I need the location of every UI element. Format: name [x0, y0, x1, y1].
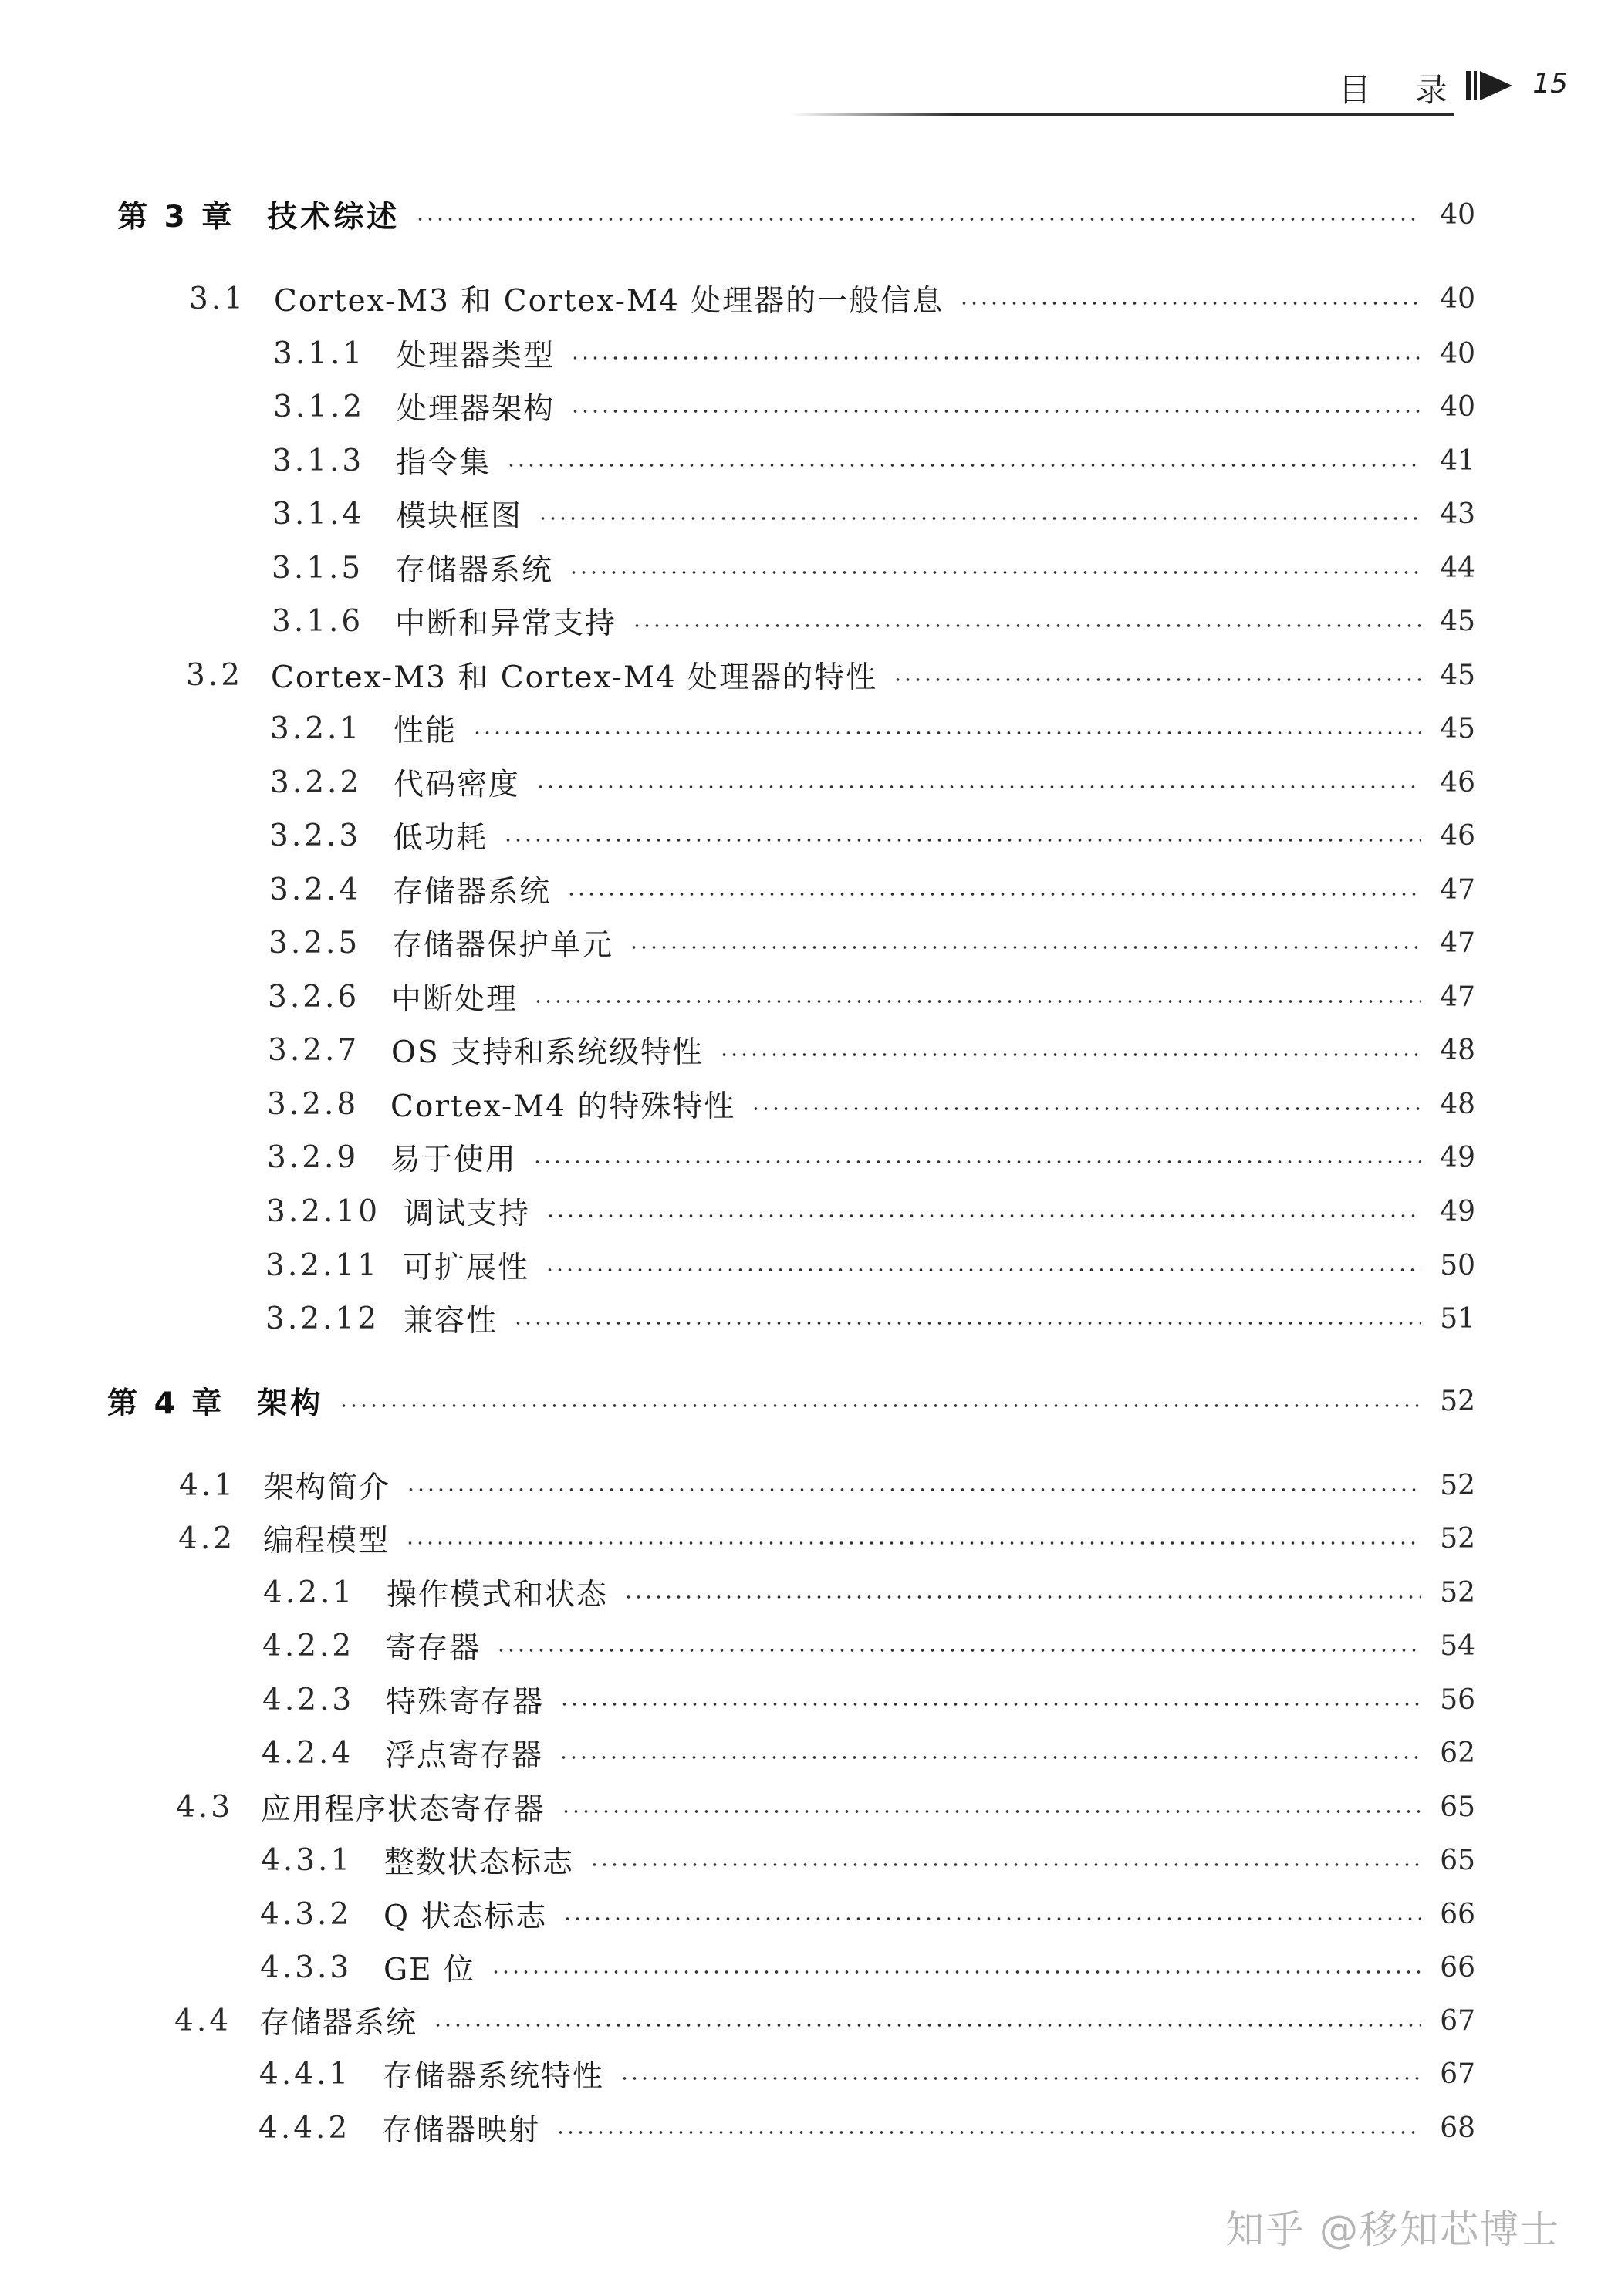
toc-entry [260, 1891, 1475, 1937]
toc-entry-title: 兼容性 [403, 1304, 498, 1339]
toc-entry-number: 第 4 章 [107, 1386, 225, 1421]
toc-entry-number: 4.4 [174, 2003, 232, 2038]
toc-entry-number: 4.2.3 [262, 1682, 355, 1717]
toc-entry-title: Cortex-M3 和 Cortex-M4 处理器的特性 [271, 660, 878, 695]
toc-entry-title: Q 状态标志 [383, 1899, 548, 1934]
running-header-title: 目 录 [1338, 71, 1464, 109]
toc-entry [273, 330, 1475, 376]
toc-entry-page: 40 [1440, 337, 1475, 370]
toc-entry-number: 3.2.11 [265, 1248, 380, 1283]
toc-entry-title: 调试支持 [404, 1197, 531, 1231]
toc-entry [266, 1188, 1475, 1234]
toc-dot-leader [339, 1404, 1421, 1407]
toc-entry-title: 特殊寄存器 [386, 1685, 545, 1720]
toc-dot-leader [561, 1810, 1421, 1813]
toc-entry-title: 浮点寄存器 [385, 1738, 544, 1773]
toc-entry-number: 4.2.4 [262, 1735, 354, 1771]
toc-entry-number: 3.2 [186, 657, 244, 693]
toc-dot-leader [559, 1756, 1421, 1759]
toc-entry [263, 1569, 1475, 1616]
toc-entry-title: 处理器架构 [397, 392, 556, 427]
toc-entry [179, 1462, 1475, 1508]
toc-entry-number: 4.3.1 [261, 1842, 353, 1878]
toc-entry-number: 4.2.1 [263, 1575, 356, 1610]
toc-entry-title: 操作模式和状态 [387, 1578, 609, 1612]
toc-entry-number: 3.1.3 [272, 443, 365, 478]
toc-entry-page: 54 [1440, 1629, 1475, 1662]
toc-entry-title: 整数状态标志 [384, 1845, 575, 1880]
toc-entry-number: 3.2.7 [268, 1032, 360, 1068]
toc-entry-number: 3.2.8 [267, 1086, 360, 1122]
toc-entry-page: 41 [1440, 444, 1475, 477]
toc-entry-title: 架构 [257, 1386, 324, 1421]
toc-entry-title: 编程模型 [263, 1524, 390, 1558]
toc-dot-leader [719, 1053, 1421, 1056]
toc-entry [272, 545, 1475, 591]
toc-entry-page: 52 [1440, 1385, 1475, 1417]
toc-entry-page: 47 [1440, 873, 1475, 906]
toc-entry-title: 低功耗 [393, 821, 488, 856]
toc-dot-leader [491, 1970, 1421, 1974]
toc-dot-leader [632, 624, 1421, 627]
toc-entry-number: 3.2.2 [270, 765, 363, 800]
toc-entry [186, 652, 1475, 698]
toc-dot-leader [496, 1649, 1421, 1652]
toc-entry-page: 62 [1440, 1737, 1475, 1769]
toc-dot-leader [893, 678, 1421, 681]
toc-dot-leader [566, 893, 1421, 896]
toc-entry-title: 存储器系统 [393, 875, 552, 910]
toc-entry-page: 52 [1440, 1469, 1475, 1501]
toc-dot-leader [556, 2131, 1421, 2134]
toc-entry-number: 3.2.6 [268, 979, 360, 1015]
toc-entry-number: 3.1.5 [272, 550, 364, 586]
toc-dot-leader [570, 410, 1421, 413]
toc-dot-leader [570, 356, 1421, 360]
toc-entry-number: 4.1 [179, 1467, 237, 1503]
toc-entry-title: 中断处理 [391, 982, 519, 1017]
toc-entry-page: 66 [1440, 1898, 1475, 1930]
toc-dot-leader [959, 302, 1421, 305]
toc-entry-page: 47 [1440, 927, 1475, 959]
toc-dot-leader [503, 839, 1421, 842]
toc-entry-page: 40 [1440, 282, 1475, 315]
toc-dot-leader [405, 1541, 1421, 1545]
toc-entry [272, 598, 1475, 644]
toc-entry-title: GE 位 [383, 1953, 476, 1987]
toc-entry-title: 代码密度 [394, 768, 521, 802]
toc-entry-page: 65 [1440, 1844, 1475, 1876]
toc-dot-leader [415, 218, 1421, 221]
toc-entry-page: 40 [1440, 390, 1475, 423]
toc-entry-number: 4.4.1 [259, 2056, 352, 2092]
toc-entry [262, 1730, 1475, 1776]
toc-entry [259, 2051, 1475, 2097]
toc-entry-number: 3.2.12 [265, 1301, 380, 1336]
toc-entry [267, 1081, 1475, 1127]
toc-entry-page: 51 [1440, 1302, 1475, 1335]
toc-entry-title: OS 支持和系统级特性 [391, 1035, 704, 1070]
toc-entry-page: 45 [1440, 659, 1475, 691]
toc-entry [269, 920, 1475, 966]
toc-entry [267, 1134, 1475, 1180]
toc-entry-page: 49 [1440, 1195, 1475, 1227]
toc-entry-number: 3.2.1 [270, 711, 363, 746]
toc-entry-page: 47 [1440, 981, 1475, 1013]
toc-entry [261, 1837, 1475, 1883]
toc-entry-title: 架构简介 [264, 1470, 391, 1505]
toc-dot-leader [559, 1703, 1421, 1706]
toc-entry-number: 3.2.4 [269, 872, 362, 907]
toc-dot-leader [589, 1863, 1421, 1866]
toc-entry-page: 50 [1440, 1249, 1475, 1281]
toc-entry-title: 易于使用 [390, 1143, 518, 1177]
toc-entry-title: 存储器系统 [259, 2006, 418, 2041]
toc-entry-title: 指令集 [396, 446, 492, 481]
toc-entry-page: 66 [1440, 1951, 1475, 1984]
toc-entry-page: 45 [1440, 605, 1475, 637]
toc-entry [268, 974, 1475, 1020]
toc-entry [174, 1997, 1475, 2044]
toc-dot-leader [535, 785, 1421, 788]
toc-entry [189, 275, 1475, 322]
toc-entry-number: 3.1.6 [272, 603, 364, 639]
toc-entry [269, 866, 1475, 913]
toc-entry-number: 3.2.3 [269, 818, 362, 853]
toc-entry-title: 性能 [394, 714, 458, 748]
toc-entry-number: 4.2.2 [262, 1628, 355, 1663]
toc-entry-page: 48 [1440, 1088, 1475, 1120]
toc-entry [272, 437, 1475, 484]
toc-entry [258, 2105, 1475, 2151]
toc-dot-leader [506, 464, 1421, 467]
toc-entry [270, 759, 1475, 805]
toc-entry [260, 1944, 1475, 1990]
toc-entry-page: 52 [1440, 1522, 1475, 1555]
toc-entry [268, 1027, 1475, 1073]
toc-entry-number: 4.3 [176, 1789, 234, 1825]
toc-entry [272, 491, 1475, 537]
toc-entry-page: 46 [1440, 766, 1475, 799]
toc-entry-number: 3.1.4 [272, 496, 365, 532]
toc-entry-number: 4.3.3 [260, 1950, 353, 1985]
toc-entry [176, 1784, 1475, 1830]
toc-entry-number: 3.2.9 [267, 1140, 360, 1175]
toc-entry-title: 处理器类型 [397, 339, 556, 373]
toc-entry-page: 45 [1440, 712, 1475, 745]
toc-entry [117, 191, 1475, 238]
toc-entry-number: 3.1.1 [273, 336, 366, 371]
toc-dot-leader [533, 1000, 1421, 1003]
watermark: 知乎 @移知芯博士 [1225, 2207, 1560, 2252]
toc-entry-page: 49 [1440, 1141, 1475, 1173]
toc-entry-number: 第 3 章 [117, 200, 235, 235]
toc-dot-leader [472, 731, 1421, 734]
toc-entry-page: 43 [1440, 498, 1475, 530]
toc-entry [265, 1295, 1475, 1342]
toc-dot-leader [569, 571, 1421, 574]
toc-entry-number: 4.4.2 [258, 2110, 351, 2146]
toc-entry-page: 56 [1440, 1683, 1475, 1716]
toc-entry-page: 67 [1440, 2004, 1475, 2037]
toc-entry-number: 3.2.5 [269, 925, 361, 961]
toc-entry-number: 3.1.2 [273, 389, 366, 424]
toc-dot-leader [562, 1917, 1421, 1920]
toc-dot-leader [751, 1107, 1421, 1110]
toc-dot-leader [532, 1160, 1421, 1163]
toc-entry-title: 存储器保护单元 [392, 928, 614, 963]
toc-dot-leader [629, 946, 1421, 949]
toc-entry-title: Cortex-M3 和 Cortex-M4 处理器的一般信息 [274, 284, 944, 319]
toc-entry-title: 存储器系统 [395, 553, 554, 588]
toc-entry-title: 模块框图 [396, 499, 523, 534]
toc-entry-number: 3.1 [189, 281, 247, 316]
toc-entry [262, 1622, 1475, 1669]
toc-entry [265, 1242, 1475, 1288]
toc-entry-number: 4.3.2 [260, 1896, 353, 1932]
toc-entry [270, 705, 1475, 751]
toc-entry-title: Cortex-M4 的特殊特性 [390, 1089, 736, 1124]
toc-entry-title: 可扩展性 [403, 1251, 530, 1285]
toc-dot-leader [623, 1595, 1421, 1599]
toc-entry-page: 48 [1440, 1034, 1475, 1066]
toc-entry-page: 46 [1440, 819, 1475, 852]
page-number: 15 [1532, 68, 1568, 100]
toc-entry-page: 68 [1440, 2112, 1475, 2144]
toc-dot-leader [433, 2024, 1421, 2027]
toc-entry-page: 65 [1440, 1791, 1475, 1823]
toc-entry-number: 3.2.10 [266, 1194, 381, 1229]
toc-entry-page: 44 [1440, 552, 1475, 584]
toc-entry-title: 寄存器 [386, 1631, 481, 1666]
toc-entry [269, 812, 1475, 859]
toc-entry-number: 4.2 [178, 1521, 236, 1556]
toc-entry-title: 应用程序状态寄存器 [261, 1792, 546, 1827]
toc-entry-title: 中断和异常支持 [395, 606, 617, 641]
toc-dot-leader [546, 1214, 1421, 1217]
toc-entry-title: 技术综述 [267, 200, 400, 235]
toc-entry [262, 1676, 1475, 1723]
toc-entry-page: 52 [1440, 1576, 1475, 1609]
toc-entry [273, 383, 1475, 430]
toc-entry-page: 67 [1440, 2058, 1475, 2090]
toc-dot-leader [513, 1322, 1421, 1325]
toc-dot-leader [545, 1268, 1421, 1271]
toc-entry [107, 1378, 1475, 1424]
toc-entry [178, 1515, 1475, 1562]
toc-entry-title: 存储器映射 [382, 2113, 541, 2148]
toc-dot-leader [538, 517, 1421, 520]
toc-dot-leader [620, 2077, 1421, 2080]
toc-entry-page: 40 [1440, 198, 1475, 231]
toc-dot-leader [406, 1488, 1421, 1491]
toc-entry-title: 存储器系统特性 [383, 2059, 605, 2094]
